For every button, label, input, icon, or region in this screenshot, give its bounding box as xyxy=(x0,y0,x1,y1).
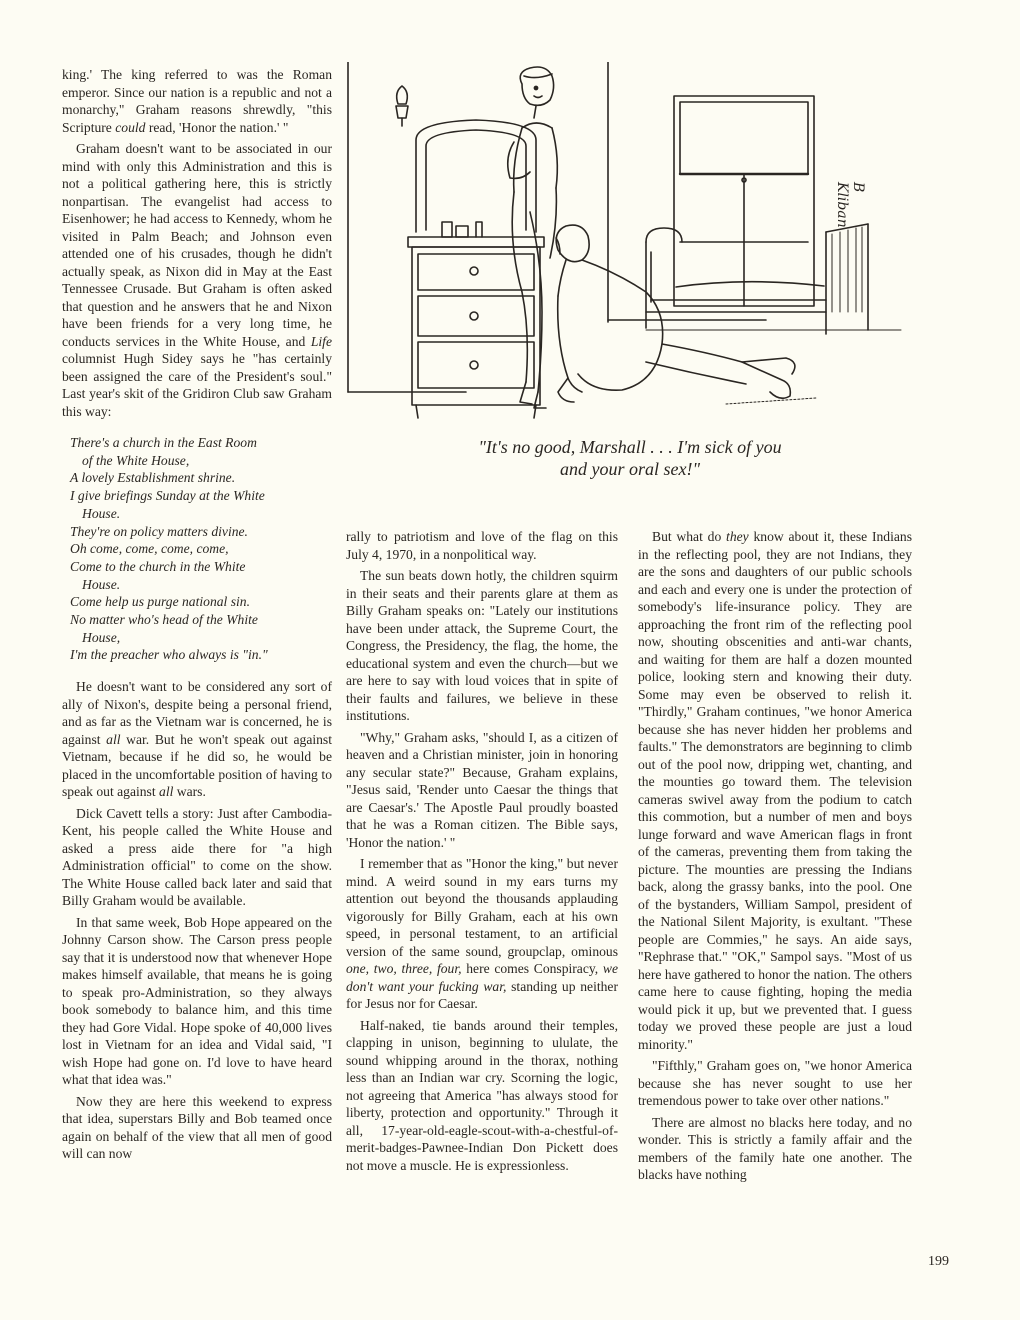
paragraph: "Why," Graham asks, "should I, as a citizen of heaven and a Christian minister, join in honoring any secular state?" Because, Graham explains, "Jesus said, 'Render unto Caesar the things that are Caesar's.' The Apostle Paul proudly boasted that he was a Roman citizen. The Bible says, 'Honor the nation.' " xyxy=(346,729,618,850)
verse-line: I'm the preacher who always is "in." xyxy=(70,647,268,663)
text-run: I remember that as "Honor the king," but never mind. A weird sound in my ears turns my attention out beyond the thousands applauding vigorously for Billy Graham, each at his own speed, in personal testament, to an artificial version of the same sound, groupclap, ominous xyxy=(346,856,618,959)
paragraph xyxy=(62,66,332,136)
paragraph: In that same week, Bob Hope appeared on the Johnny Carson show. The Carson press people say that it is understood now that whenever Hope makes himself available, that means he is going to speak pro-Administration, so they always book somebody to balance him, and this time they had Gore Vidal. Hope spoke of 40,000 lives lost in Vietnam for an idea and Vidal said, "I wish Hope had gone on. I'd love to have heard what that idea was." xyxy=(62,914,332,1088)
emphasis: could xyxy=(115,119,146,135)
verse-block xyxy=(70,434,332,664)
text-run: here comes Conspiracy, xyxy=(461,961,603,976)
text-run: He doesn't want to be considered any sort of ally of Nixon's, despite being a personal friend, and as far as the Vietnam war is concerned, he is against xyxy=(62,679,332,747)
paragraph: Now they are here this weekend to express that idea, superstars Billy and Bob teamed once again on behalf of the view that all men of good will can now xyxy=(62,1093,332,1162)
paragraph: Half-naked, tie bands around their temples, clapping in unison, beginning to ululate, the sound whipping around in the thorax, nothing less than an Indian war cry. Scorning the logic, not agreeing that America "has always stood for liberty, protection and opportunity." Through it all, 17-year-old-eagle-scout-with-a-chestful-of-merit-badges-Pawnee-Indian Don Pickett does not move a muscle. He is expressionless. xyxy=(346,1017,618,1173)
paragraph xyxy=(346,855,618,1013)
mirror-icon xyxy=(416,120,536,232)
text-run: know about it, these Indians in the reflecting pool, they are not Indians, they are the sons and daughters of our public schools and each and every one is under the protection of somebody's life-insurance policy. They are approaching the front rim of the reflecting pool now, shouting obscenities and anti-war chants, and waiting for them are half a dozen mounted police, looking stern and knowing their duty. Some may even be observed to relish it. "Thirdly," Graham continues, "we honor America because she has never hidden her problems and faults." The demonstrators are beginning to climb out of the pool now, dripping wet, chanting, and the mounties go toward them. The television cameras swivel away from the podium to catch this commotion, but a number of men and boys lunge forward and wave American flags in front of the cameras, preventing them from taking the picture. The mounties are pressing the Indians back, along the grassy banks, into the pool. One of the bystanders, William Sampol, president of the National Silent Majority, is exultant. "These people are Commies," he says. An aide says, "Rephrase that." "OK," Sampol says. "Most of us here have gathered to honor the nation. The others came here to cause fighting, hoping the media would pick it up, but we prevented that. I guess today we proved these people are just a loud minority." xyxy=(638,529,912,1052)
paragraph xyxy=(62,140,332,420)
man-figure-icon xyxy=(556,225,795,402)
emphasis: Life xyxy=(310,333,332,349)
text-column-left xyxy=(62,66,332,1163)
emphasis: they xyxy=(726,529,749,544)
caption-line: and your oral sex!" xyxy=(559,459,701,479)
paragraph: There are almost no blacks here today, and no wonder. This is strictly a family affair and the members of the family hate one another. The blacks have nothing xyxy=(638,1114,912,1182)
cartoon-caption xyxy=(346,436,914,480)
wall-lamp-icon xyxy=(396,86,408,126)
verse-line: A lovely Establishment shrine. xyxy=(70,470,236,486)
text-run: war. But he won't speak out against Vietnam, because if he did so, he would be placed in the uncomfortable position of having to speak out against xyxy=(62,731,333,800)
text-run: king.' The king referred to was the Roman emperor. Since our nation is a republic and not a monarchy," Graham reasons shrewdly, "this Scripture xyxy=(62,67,332,135)
caption-line: "It's no good, Marshall . . . I'm sick of you xyxy=(478,437,782,457)
text-run: standing up neither for Jesus nor for Caesar. xyxy=(346,978,618,1011)
paragraph xyxy=(638,528,912,1053)
verse-line: Come to the church in the White xyxy=(70,558,246,574)
verse-line: House. xyxy=(82,576,121,592)
paragraph: rally to patriotism and love of the flag on this July 4, 1970, in a nonpolitical way. xyxy=(346,529,618,562)
text-run: wars. xyxy=(173,784,206,800)
paragraph: Dick Cavett tells a story: Just after Cambodia-Kent, his people called the White House and asked a press aide there for "a high Administration official" to come on the show. The White House called back later and said that Billy Graham would be available. xyxy=(62,805,332,909)
paragraph xyxy=(62,678,332,801)
verse-line: Come help us purge national sin. xyxy=(70,594,250,610)
window-icon xyxy=(674,96,814,306)
verse-line: House. xyxy=(82,505,121,521)
text-column-right xyxy=(638,528,912,1184)
verse-line: of the White House, xyxy=(82,452,190,468)
text-run: read, 'Honor the nation.' " xyxy=(145,119,289,135)
verse-line: They're on policy matters divine. xyxy=(70,523,248,539)
verse-line: There's a church in the East Room xyxy=(70,435,257,450)
text-column-middle xyxy=(346,528,618,1174)
verse-line: House, xyxy=(82,629,121,645)
emphasis: one, two, three, four, xyxy=(346,961,462,976)
verse-line: I give briefings Sunday at the White xyxy=(70,488,265,504)
emphasis: all xyxy=(159,784,174,800)
text-run: columnist Hugh Sidey says he "has certainly been assigned the care of the President's soul." Last year's skit of the Gridiron Club saw Graham this way: xyxy=(62,351,332,419)
verse-line: Oh come, come, come, come, xyxy=(70,541,229,557)
paragraph: The sun beats down hotly, the children squirm in their seats and their parents glare at them as Billy Graham speaks on: "Lately our institutions have been under attack, the Supreme Court, the Congress, the Presidency, the flag, the home, the educational system and even the church—but we are here to say with loud voices that in spite of their faults and failures, we believe in these institutions. xyxy=(346,568,618,723)
page-number: 199 xyxy=(928,1254,949,1269)
text-run: Graham doesn't want to be associated in our mind with only this Administration and this is not a political gathering here, this is strictly nonpartisan. The evangelist had access to Eisenhower; he had access to Kennedy, whom he visited in Palm Beach; and Johnson even attended one of his crusades, though he didn't actually speak, as Nixon did in May at the East Tennessee Crusade. But Graham is often asked that question and he answers that he and Nixon have been friends for a very long time, he conducts services in the White House, and xyxy=(62,141,332,349)
cartoon-illustration xyxy=(346,62,914,432)
verse-line: No matter who's head of the White xyxy=(70,612,258,628)
emphasis: all xyxy=(106,731,121,747)
text-run: But what do xyxy=(652,529,727,544)
paragraph: "Fifthly," Graham goes on, "we honor America because she has never sought to use her tremendous power to take over other nations." xyxy=(638,1058,912,1108)
bed-icon xyxy=(646,224,868,334)
emphasis: we don't want your fucking war, xyxy=(346,961,618,994)
artist-signature: B Kliban xyxy=(834,182,866,228)
